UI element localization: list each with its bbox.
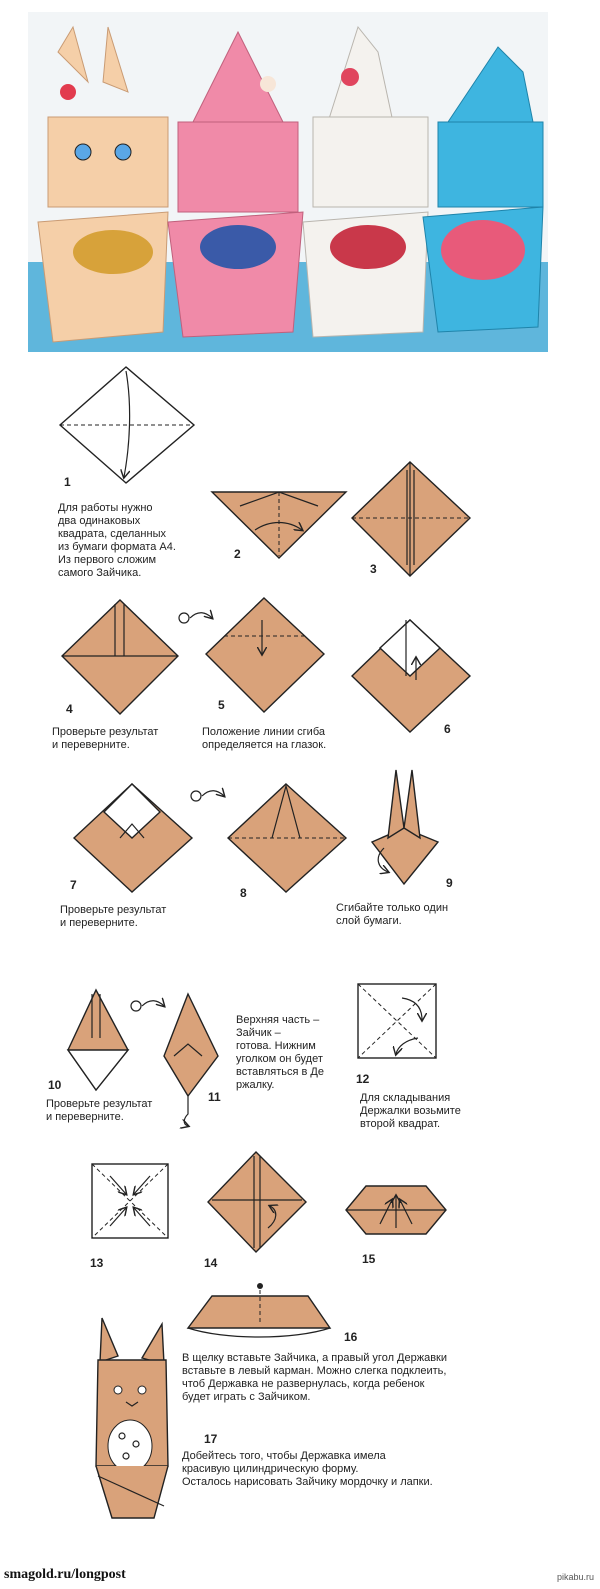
step-1-diagram [58,365,198,483]
step-16-diagram [184,1282,334,1338]
step-3-diagram [350,460,472,578]
step-16-caption: В щелку вставьте Зайчика, а правый угол Державки вставьте в левый карман. Можно слегка подклеить, чтоб Державка не развернулась, когда ребенок будет играть с Зайчиком. [182,1352,448,1403]
step-1-caption: Для работы нужно два одинаковых квадрата, сделанных из бумаги формата А4. Из первого сложим самого Зайчика. [58,502,176,579]
step-17-number: 17 [204,1432,218,1446]
bunnies-illustration [28,12,548,352]
step-4-diagram [60,598,180,716]
step-7-number: 7 [70,878,77,892]
step-2-number: 2 [234,547,241,561]
step-11-number: 11 [208,1090,221,1104]
step-5-number: 5 [218,698,225,712]
step-2-diagram [210,490,350,560]
step-11-diagram [160,992,224,1128]
step-12-number: 12 [356,1072,370,1086]
step-6-diagram [350,618,472,734]
step-7-diagram [72,782,194,894]
step-9-diagram [368,768,442,886]
step-15-number: 15 [362,1252,376,1266]
step-12-caption: Для складывания Держалки возьмите второй квадрат. [360,1092,461,1130]
flip-arrow-icon-2 [188,786,228,806]
step-7-caption: Проверьте результат и переверните. [60,904,167,929]
step-14-diagram [206,1150,308,1254]
step-4-caption: Проверьте результат и переверните. [52,726,159,751]
step-5-diagram [204,596,326,714]
step-8-diagram [226,782,348,894]
step-10-caption: Проверьте результат и переверните. [46,1098,153,1123]
step-17-bunny-diagram [92,1316,172,1522]
step-14-number: 14 [204,1256,218,1270]
step-12-diagram [356,982,438,1060]
step-13-diagram [90,1162,170,1240]
step-5-caption: Положение линии сгиба определяется на глазок. [202,726,327,751]
step-17-caption: Добейтесь того, чтобы Державка имела красивую цилиндрическую форму. Осталось нарисовать Зайчику мордочку и лапки. [182,1450,433,1488]
bunny-photo [28,12,548,352]
footer-source: smagold.ru/longpost [4,1567,126,1582]
step-10-number: 10 [48,1078,62,1092]
step-15-diagram [344,1184,448,1236]
step-13-number: 13 [90,1256,104,1270]
step-16-number: 16 [344,1330,358,1344]
step-1-number: 1 [64,475,71,489]
step-9-number: 9 [446,876,453,890]
step-9-caption: Сгибайте только один слой бумаги. [336,902,449,927]
step-10-diagram [66,988,130,1092]
step-8-number: 8 [240,886,247,900]
step-6-number: 6 [444,722,451,736]
step-4-number: 4 [66,702,73,716]
footer-watermark: pikabu.ru [556,1572,594,1582]
step-11-caption: Верхняя часть – Зайчик – готова. Нижним уголком он будет вставляться в Де ржалку. [236,1014,324,1091]
step-3-number: 3 [370,562,377,576]
